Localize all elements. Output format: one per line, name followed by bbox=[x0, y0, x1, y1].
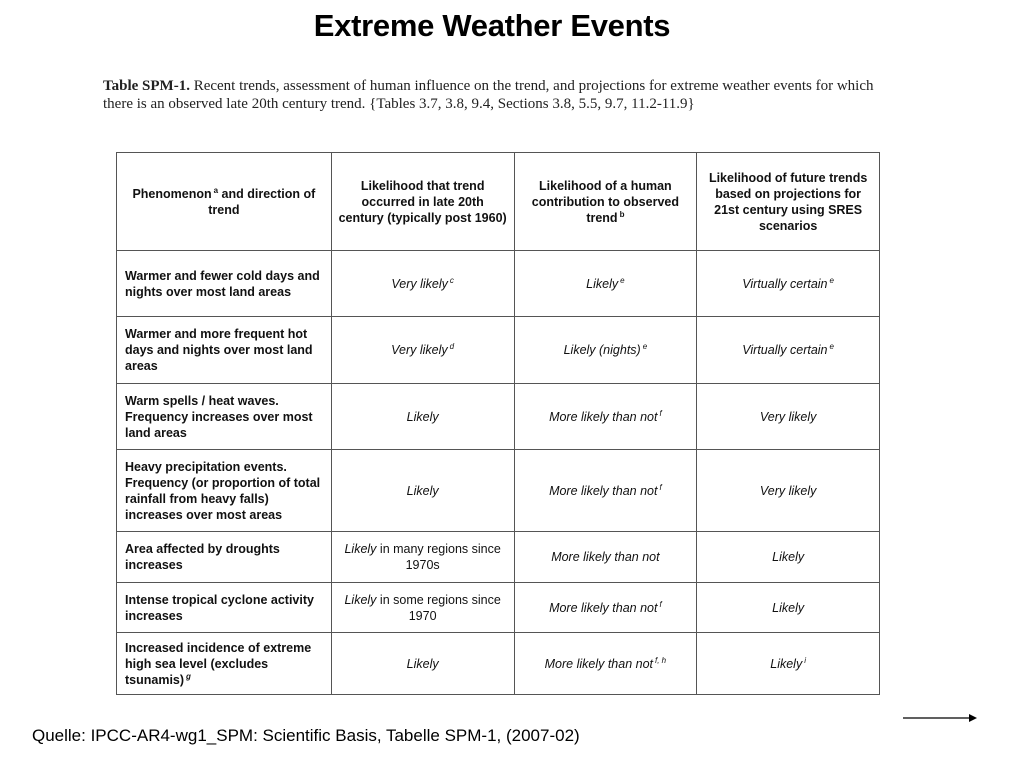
likelihood-text: More likely than not bbox=[551, 550, 660, 564]
header-future-trends bbox=[697, 153, 880, 251]
arrow-right-icon[interactable] bbox=[903, 712, 977, 724]
footnote-marker: f bbox=[659, 599, 662, 609]
phenomenon-cell bbox=[117, 633, 332, 695]
header-text: Likelihood of a human contribution to observed trend bbox=[531, 178, 679, 225]
footnote-marker: e bbox=[642, 342, 648, 351]
likelihood-cell bbox=[331, 384, 514, 450]
footnote-marker: f bbox=[659, 408, 662, 418]
likelihood-text: More likely than not bbox=[549, 409, 658, 424]
phenomenon-cell bbox=[117, 384, 332, 450]
likelihood-text: Likely bbox=[344, 592, 377, 607]
phenomenon-text: Area affected by droughts increases bbox=[125, 542, 280, 572]
likelihood-text: Likely bbox=[772, 600, 805, 615]
likelihood-qualifier: in some regions since 1970 bbox=[376, 592, 501, 623]
footnote-marker: g bbox=[186, 671, 191, 681]
footnote-marker: b bbox=[619, 209, 625, 219]
table-caption bbox=[103, 77, 893, 113]
caption-text: Recent trends, assessment of human influence on the trend, and projections for extreme weather events for which there is an observed late 20th century trend. {Tables 3.7, 3.8, 9.4, Sections 3.8, 5.5, 9.7, 11.2-11.9} bbox=[103, 78, 874, 112]
footnote-marker: f, h bbox=[655, 655, 667, 665]
likelihood-cell bbox=[697, 450, 880, 532]
likelihood-cell bbox=[331, 251, 514, 317]
likelihood-cell bbox=[697, 633, 880, 695]
table-row bbox=[117, 317, 880, 384]
header-phenomenon bbox=[117, 153, 332, 251]
likelihood-text: Virtually certain bbox=[742, 276, 828, 291]
source-citation: Quelle: IPCC-AR4-wg1_SPM: Scientific Basis, Tabelle SPM-1, (2007-02) bbox=[32, 726, 580, 745]
table-row bbox=[117, 450, 880, 532]
phenomenon-cell bbox=[117, 251, 332, 317]
likelihood-cell bbox=[697, 317, 880, 384]
likelihood-text: Likely (nights) bbox=[563, 343, 641, 357]
likelihood-cell bbox=[514, 583, 697, 633]
likelihood-cell bbox=[331, 450, 514, 532]
phenomenon-cell bbox=[117, 532, 332, 583]
likelihood-cell bbox=[514, 251, 697, 317]
footnote-marker: c bbox=[449, 275, 454, 285]
likelihood-text: More likely than not bbox=[544, 656, 654, 671]
footnote-marker: i bbox=[804, 655, 806, 665]
phenomenon-text: Heavy precipitation events. Frequency (or proportion of total rainfall from heavy falls) increases over most areas bbox=[125, 459, 321, 522]
likelihood-cell bbox=[331, 532, 514, 583]
table-row bbox=[117, 532, 880, 583]
footnote-marker: d bbox=[449, 342, 455, 351]
likelihood-cell bbox=[514, 532, 697, 583]
header-text: Likelihood of future trends based on projections for 21st century using SRES scenarios bbox=[708, 170, 868, 233]
table-body bbox=[117, 251, 880, 695]
likelihood-cell bbox=[331, 317, 514, 384]
likelihood-text: Very likely bbox=[759, 409, 817, 424]
likelihood-qualifier: in many regions since 1970s bbox=[376, 542, 501, 572]
phenomenon-cell bbox=[117, 317, 332, 384]
table-row bbox=[117, 633, 880, 695]
header-likelihood-late-20th bbox=[331, 153, 514, 251]
likelihood-text: More likely than not bbox=[549, 600, 658, 615]
likelihood-text: Likely bbox=[770, 656, 803, 671]
likelihood-cell bbox=[331, 633, 514, 695]
likelihood-text: More likely than not bbox=[549, 483, 658, 498]
likelihood-cell bbox=[514, 317, 697, 384]
likelihood-cell bbox=[697, 532, 880, 583]
phenomenon-cell bbox=[117, 450, 332, 532]
likelihood-text: Likely bbox=[586, 276, 619, 291]
likelihood-text: Very likely bbox=[391, 276, 448, 291]
likelihood-cell bbox=[514, 633, 697, 695]
likelihood-cell bbox=[697, 251, 880, 317]
likelihood-cell bbox=[514, 450, 697, 532]
likelihood-text: Likely bbox=[406, 409, 439, 424]
phenomenon-text: Intense tropical cyclone activity increases bbox=[125, 592, 314, 623]
likelihood-text: Likely bbox=[772, 550, 805, 564]
likelihood-text: Very likely bbox=[391, 343, 448, 357]
phenomenon-text: Warm spells / heat waves. Frequency increases over most land areas bbox=[125, 393, 313, 440]
table-row bbox=[117, 251, 880, 317]
phenomenon-text: Warmer and more frequent hot days and nights over most land areas bbox=[125, 327, 313, 373]
phenomenon-text: Increased incidence of extreme high sea level (excludes tsunamis) bbox=[125, 640, 312, 687]
caption-label: Table SPM-1. bbox=[103, 78, 190, 94]
page-title: Extreme Weather Events bbox=[313, 8, 671, 43]
table-row bbox=[117, 384, 880, 450]
footnote-marker: e bbox=[620, 275, 625, 285]
likelihood-text: Likely bbox=[344, 542, 377, 556]
header-human-contribution bbox=[514, 153, 697, 251]
header-text: Likelihood that trend occurred in late 20th century (typically post 1960) bbox=[338, 178, 507, 225]
table-row bbox=[117, 583, 880, 633]
likelihood-text: Virtually certain bbox=[742, 343, 828, 357]
table-header-row bbox=[117, 153, 880, 251]
footnote-marker: e bbox=[829, 342, 834, 351]
header-text-after: and direction of trend bbox=[208, 186, 316, 217]
likelihood-text: Likely bbox=[406, 656, 439, 671]
likelihood-cell bbox=[514, 384, 697, 450]
footnote-marker: e bbox=[829, 275, 834, 285]
phenomenon-cell bbox=[117, 583, 332, 633]
footnote-marker: f bbox=[659, 482, 662, 492]
likelihood-cell bbox=[331, 583, 514, 633]
spm-table bbox=[116, 152, 880, 695]
likelihood-text: Likely bbox=[406, 483, 439, 498]
footnote-marker: a bbox=[213, 185, 219, 195]
likelihood-cell bbox=[697, 384, 880, 450]
phenomenon-text: Warmer and fewer cold days and nights over most land areas bbox=[125, 268, 320, 299]
header-text: Phenomenon bbox=[132, 186, 212, 201]
likelihood-text: Very likely bbox=[759, 483, 817, 498]
likelihood-cell bbox=[697, 583, 880, 633]
